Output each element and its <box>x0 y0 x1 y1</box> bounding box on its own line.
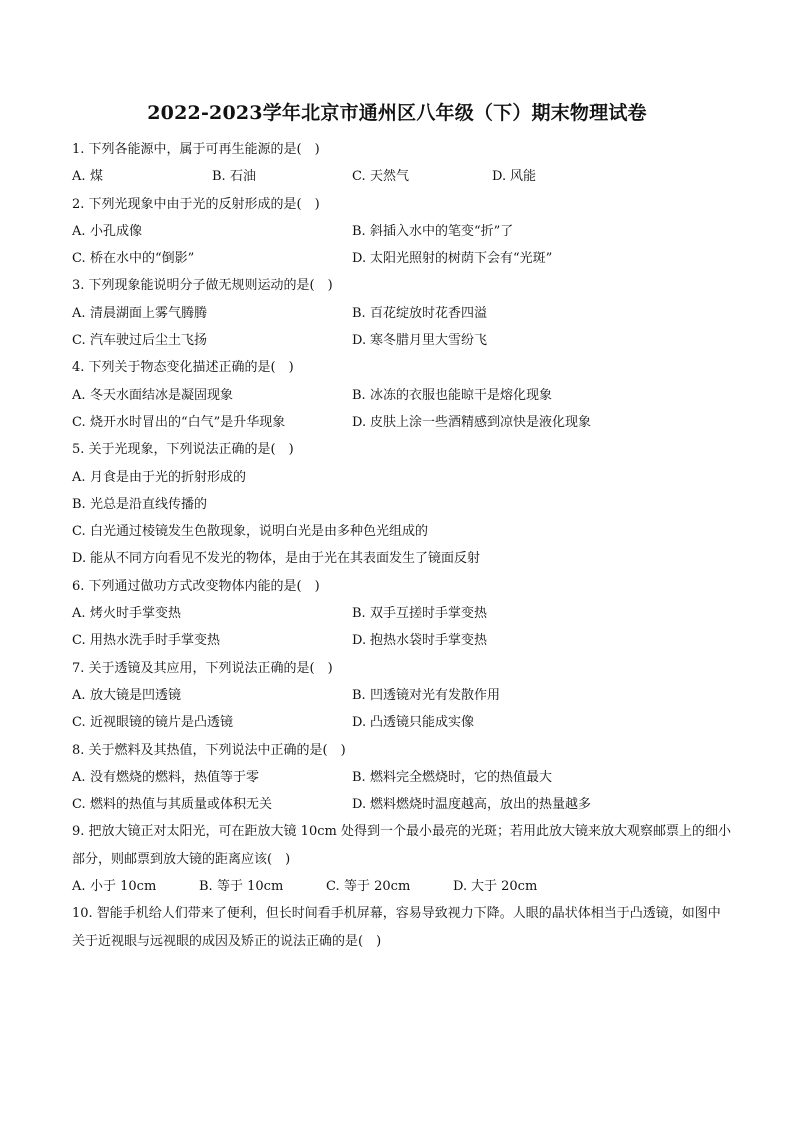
option-a[interactable] <box>72 873 199 900</box>
option-c[interactable] <box>352 163 492 190</box>
option-a[interactable] <box>72 300 352 327</box>
option-d[interactable] <box>352 709 632 736</box>
option-text: 冬天水面结冰是凝固现象 <box>90 387 234 403</box>
option-text: 风能 <box>510 169 537 185</box>
option-letter: D. <box>352 414 367 430</box>
option-text: 小孔成像 <box>90 223 143 239</box>
option-c[interactable] <box>72 709 352 736</box>
option-text: 没有燃烧的燃料，热值等于零 <box>90 769 260 785</box>
question-5 <box>72 436 732 572</box>
option-d[interactable] <box>352 627 632 654</box>
option-group <box>72 300 732 355</box>
option-text: 太阳光照射的树荫下会有“光斑” <box>370 251 553 267</box>
option-letter: B. <box>199 879 213 895</box>
question-stem: 2. 下列光现象中由于光的反射形成的是( ) <box>72 196 320 212</box>
option-a[interactable] <box>72 382 352 409</box>
question-stem: 10. 智能手机给人们带来了便利，但长时间看手机屏幕，容易导致视力下降。人眼的晶状体相当于凸透镜，如图中关于近视眼与远视眼的成因及矫正的说法正确的是( ) <box>72 906 721 949</box>
option-letter: D. <box>72 551 87 567</box>
option-text: 斜插入水中的笔变“折”了 <box>370 223 514 239</box>
option-b[interactable] <box>212 163 352 190</box>
option-c[interactable] <box>72 245 352 272</box>
option-text: 光总是沿直线传播的 <box>90 496 208 512</box>
question-10 <box>72 900 732 955</box>
option-letter: C. <box>352 169 366 185</box>
option-text: 皮肤上涂一些酒精感到凉快是液化现象 <box>370 414 592 430</box>
option-a[interactable] <box>72 218 352 245</box>
option-group <box>72 218 732 273</box>
question-stem: 4. 下列关于物态变化描述正确的是( ) <box>72 360 294 376</box>
option-d[interactable] <box>352 245 632 272</box>
option-c[interactable] <box>72 791 352 818</box>
option-letter: B. <box>352 606 366 622</box>
option-group <box>72 382 732 437</box>
question-9 <box>72 818 732 900</box>
question-stem: 7. 关于透镜及其应用，下列说法正确的是( ) <box>72 660 333 676</box>
option-text: 凸透镜只能成实像 <box>370 715 475 731</box>
question-stem: 5. 关于光现象，下列说法正确的是( ) <box>72 442 294 458</box>
option-letter: C. <box>72 333 86 349</box>
option-letter: D. <box>352 633 367 649</box>
option-text: 月食是由于光的折射形成的 <box>90 469 247 485</box>
option-letter: A. <box>72 606 86 622</box>
option-text: 桥在水中的“倒影” <box>90 251 195 267</box>
option-text: 百花绽放时花香四溢 <box>370 305 488 321</box>
question-list <box>72 136 732 955</box>
option-b[interactable] <box>352 682 632 709</box>
option-d[interactable] <box>72 545 732 572</box>
option-text: 用热水洗手时手掌变热 <box>90 633 221 649</box>
option-text: 近视眼镜的镜片是凸透镜 <box>90 715 234 731</box>
question-6 <box>72 573 732 655</box>
question-4 <box>72 354 732 436</box>
option-text: 煤 <box>90 169 104 185</box>
option-group <box>72 764 732 819</box>
option-c[interactable] <box>72 327 352 354</box>
option-letter: A. <box>72 223 86 239</box>
option-group <box>72 600 732 655</box>
option-text: 燃料的热值与其质量或体积无关 <box>90 797 273 813</box>
option-letter: B. <box>72 496 86 512</box>
option-c[interactable] <box>72 409 352 436</box>
option-text: 等于 20cm <box>344 879 411 895</box>
option-letter: A. <box>72 387 86 403</box>
option-letter: A. <box>72 469 86 485</box>
option-text: 双手互搓时手掌变热 <box>370 606 488 622</box>
option-letter: A. <box>72 769 86 785</box>
option-letter: D. <box>492 169 507 185</box>
option-letter: D. <box>352 797 367 813</box>
option-letter: B. <box>352 223 366 239</box>
option-group <box>72 464 732 573</box>
option-letter: B. <box>352 305 366 321</box>
option-group <box>72 682 732 737</box>
option-text: 天然气 <box>370 169 410 185</box>
option-a[interactable] <box>72 764 352 791</box>
option-letter: B. <box>352 687 366 703</box>
option-letter: C. <box>72 524 86 540</box>
option-b[interactable] <box>352 382 632 409</box>
option-text: 寒冬腊月里大雪纷飞 <box>370 333 488 349</box>
question-stem: 6. 下列通过做功方式改变物体内能的是( ) <box>72 578 320 594</box>
option-c[interactable] <box>326 873 453 900</box>
option-letter: B. <box>352 769 366 785</box>
option-d[interactable] <box>492 163 632 190</box>
option-text: 等于 10cm <box>217 879 284 895</box>
option-text: 大于 20cm <box>471 879 538 895</box>
option-letter: D. <box>352 251 367 267</box>
option-letter: C. <box>72 715 86 731</box>
option-b[interactable] <box>352 600 632 627</box>
option-d[interactable] <box>453 873 580 900</box>
option-text: 燃料完全燃烧时，它的热值最大 <box>370 769 553 785</box>
option-text: 小于 10cm <box>90 879 157 895</box>
option-text: 汽车驶过后尘土飞扬 <box>90 333 208 349</box>
option-letter: D. <box>352 715 367 731</box>
option-group <box>72 163 732 190</box>
question-8 <box>72 737 732 819</box>
option-letter: D. <box>352 333 367 349</box>
question-1 <box>72 136 732 191</box>
option-letter: A. <box>72 305 86 321</box>
option-text: 放大镜是凹透镜 <box>90 687 182 703</box>
question-stem: 9. 把放大镜正对太阳光，可在距放大镜 10cm 处得到一个最小最亮的光斑；若用此放大镜来放大观察邮票上的细小部分，则邮票到放大镜的距离应该( ) <box>72 824 731 867</box>
option-letter: C. <box>72 633 86 649</box>
option-b[interactable] <box>72 491 732 518</box>
question-2 <box>72 191 732 273</box>
question-3 <box>72 272 732 354</box>
question-stem: 3. 下列现象能说明分子做无规则运动的是( ) <box>72 278 333 294</box>
option-b[interactable] <box>352 300 632 327</box>
option-letter: A. <box>72 169 86 185</box>
option-b[interactable] <box>199 873 326 900</box>
option-text: 抱热水袋时手掌变热 <box>370 633 488 649</box>
option-text: 冰冻的衣服也能晾干是熔化现象 <box>370 387 553 403</box>
option-b[interactable] <box>352 218 632 245</box>
option-text: 凹透镜对光有发散作用 <box>370 687 501 703</box>
option-letter: C. <box>326 879 340 895</box>
option-letter: B. <box>352 387 366 403</box>
option-text: 清晨湖面上雾气腾腾 <box>90 305 208 321</box>
page-title: 2022-2023学年北京市通州区八年级（下）期末物理试卷 <box>147 102 647 124</box>
option-letter: C. <box>72 414 86 430</box>
option-c[interactable] <box>72 627 352 654</box>
question-stem: 8. 关于燃料及其热值，下列说法中正确的是( ) <box>72 742 346 758</box>
option-letter: A. <box>72 687 86 703</box>
question-7 <box>72 655 732 737</box>
option-a[interactable] <box>72 163 212 190</box>
option-d[interactable] <box>352 409 632 436</box>
option-group <box>72 873 732 900</box>
option-letter: C. <box>72 251 86 267</box>
option-a[interactable] <box>72 464 732 491</box>
option-letter: B. <box>212 169 226 185</box>
option-letter: C. <box>72 797 86 813</box>
option-c[interactable] <box>72 518 732 545</box>
question-stem: 1. 下列各能源中，属于可再生能源的是( ) <box>72 142 320 157</box>
option-a[interactable] <box>72 600 352 627</box>
option-letter: D. <box>453 879 468 895</box>
option-text: 烧开水时冒出的“白气”是升华现象 <box>90 414 286 430</box>
option-d[interactable] <box>352 327 632 354</box>
option-text: 石油 <box>230 169 257 185</box>
option-d[interactable] <box>352 791 632 818</box>
option-text: 能从不同方向看见不发光的物体，是由于光在其表面发生了镜面反射 <box>90 551 481 567</box>
option-letter: A. <box>72 879 86 895</box>
option-text: 燃料燃烧时温度越高，放出的热量越多 <box>370 797 592 813</box>
option-text: 烤火时手掌变热 <box>90 606 182 622</box>
option-a[interactable] <box>72 682 352 709</box>
option-b[interactable] <box>352 764 632 791</box>
option-text: 白光通过棱镜发生色散现象，说明白光是由多种色光组成的 <box>90 524 429 540</box>
